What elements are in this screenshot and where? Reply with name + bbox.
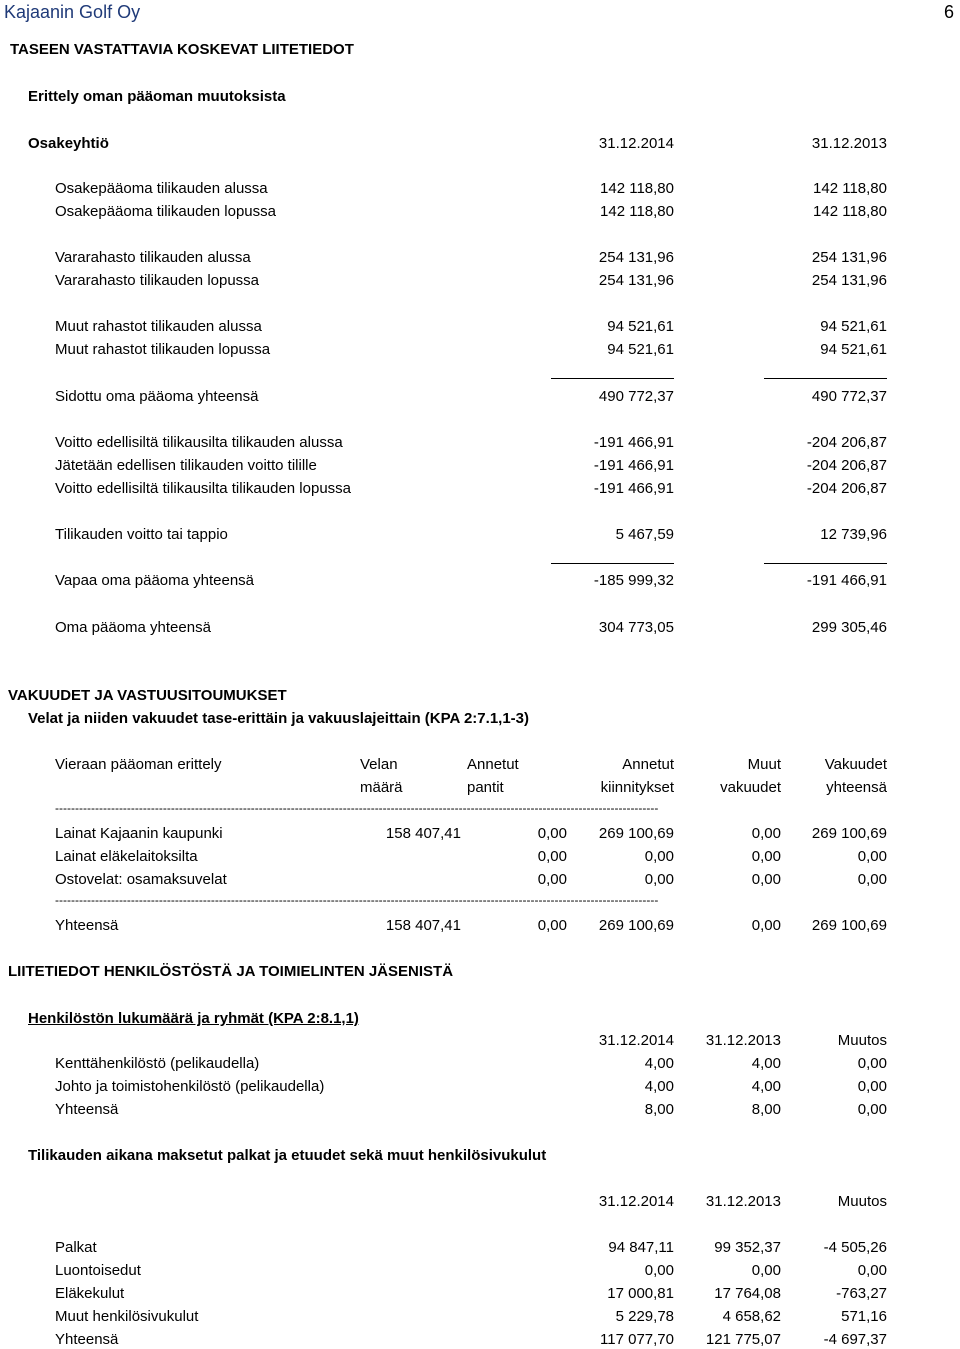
equity-row-value-2013: 142 118,80 (813, 180, 887, 197)
equity-col-2013: 31.12.2013 (811, 135, 887, 152)
guarantees-col-subheader: vakuudet (720, 779, 781, 796)
subtotal-rule-2014 (551, 563, 674, 564)
wages-row-2013: 4 658,62 (722, 1308, 781, 1325)
guarantees-col-header: Vakuudet (824, 756, 887, 773)
guarantees-row-label: Ostovelat: osamaksuvelat (55, 871, 227, 888)
guarantees-heading: VAKUUDET JA VASTUUSITOUMUKSET (8, 687, 287, 704)
guarantees-col-header: Annetut (467, 756, 519, 773)
equity-row-label: Sidottu oma pääoma yhteensä (55, 388, 259, 405)
wages-heading: Tilikauden aikana maksetut palkat ja etuudet sekä muut henkilösivukulut (28, 1147, 547, 1164)
count-row-label: Kenttähenkilöstö (pelikaudella) (55, 1055, 260, 1072)
equity-row-label: Tilikauden voitto tai tappio (55, 526, 228, 543)
guarantees-total-total: 269 100,69 (811, 917, 887, 934)
personnel-heading: LIITETIEDOT HENKILÖSTÖSTÄ JA TOIMIELINTEN JÄSENISTÄ (8, 963, 454, 980)
equity-row-value-2014: 304 773,05 (598, 619, 674, 636)
wages-row-change: -4 697,37 (823, 1331, 887, 1348)
wages-row-change: -4 505,26 (823, 1239, 887, 1256)
equity-row-value-2014: 490 772,37 (598, 388, 674, 405)
wages-row-label: Eläkekulut (55, 1285, 125, 1302)
equity-row-value-2014: 94 521,61 (607, 341, 674, 358)
count-col-header: 31.12.2014 (598, 1032, 674, 1049)
guarantees-total-mortgages: 269 100,69 (598, 917, 674, 934)
equity-row-label: Osakepääoma tilikauden lopussa (55, 203, 276, 220)
personnel-count-heading: Henkilöstön lukumäärä ja ryhmät (KPA 2:8.1,1) (28, 1010, 359, 1027)
wages-row-2014: 117 077,70 (600, 1331, 674, 1348)
wages-row-label: Luontoisedut (55, 1262, 141, 1279)
subtotal-rule-2014 (551, 378, 674, 379)
equity-row-value-2013: -204 206,87 (806, 457, 887, 474)
wages-row-2013: 99 352,37 (714, 1239, 781, 1256)
guarantees-row-total: 0,00 (857, 871, 887, 888)
wages-col-header: 31.12.2013 (705, 1193, 781, 1210)
equity-col-2014: 31.12.2014 (598, 135, 674, 152)
wages-row-2013: 17 764,08 (714, 1285, 781, 1302)
equity-row-label: Vararahasto tilikauden lopussa (55, 272, 260, 289)
equity-row-value-2014: 142 118,80 (600, 180, 674, 197)
count-row-change: 0,00 (857, 1055, 887, 1072)
guarantees-row-total: 269 100,69 (811, 825, 887, 842)
equity-row-value-2014: -185 999,32 (593, 572, 674, 589)
guarantees-col-subheader: yhteensä (826, 779, 887, 796)
equity-row-value-2013: 12 739,96 (820, 526, 887, 543)
equity-row-value-2014: 142 118,80 (600, 203, 674, 220)
guarantees-col-header: Vieraan pääoman erittely (55, 756, 222, 773)
guarantees-col-header: Velan (360, 756, 398, 773)
guarantees-row-pledges: 0,00 (537, 871, 567, 888)
equity-row-label: Osakepääoma tilikauden alussa (55, 180, 268, 197)
wages-row-change: 0,00 (857, 1262, 887, 1279)
guarantees-row-other: 0,00 (751, 848, 781, 865)
equity-row-label: Vararahasto tilikauden alussa (55, 249, 251, 266)
guarantees-col-header: Muut (747, 756, 781, 773)
equity-row-label: Voitto edellisiltä tilikausilta tilikauden lopussa (55, 480, 352, 497)
equity-row-value-2014: -191 466,91 (593, 434, 674, 451)
page-number: 6 (943, 2, 954, 22)
dashed-separator: ------------------------------------------------------------------------------------------------------------------------------------------------------- (55, 894, 659, 906)
section-title: TASEEN VASTATTAVIA KOSKEVAT LIITETIEDOT (10, 41, 354, 58)
equity-row-value-2013: 94 521,61 (820, 318, 887, 335)
count-row-change: 0,00 (857, 1101, 887, 1118)
company-name: Kajaanin Golf Oy (4, 2, 141, 22)
count-row-label: Yhteensä (55, 1101, 119, 1118)
count-row-change: 0,00 (857, 1078, 887, 1095)
count-row-2013: 4,00 (751, 1055, 781, 1072)
count-row-2014: 8,00 (644, 1101, 674, 1118)
count-row-label: Johto ja toimistohenkilöstö (pelikaudella) (55, 1078, 325, 1095)
equity-col-label: Osakeyhtiö (28, 135, 109, 152)
equity-row-value-2014: -191 466,91 (593, 480, 674, 497)
wages-col-header: Muutos (837, 1193, 887, 1210)
guarantees-row-mortgages: 0,00 (644, 848, 674, 865)
count-row-2013: 8,00 (751, 1101, 781, 1118)
wages-row-2013: 121 775,07 (705, 1331, 781, 1348)
count-row-2014: 4,00 (644, 1078, 674, 1095)
wages-row-2014: 17 000,81 (607, 1285, 674, 1302)
equity-row-value-2013: 254 131,96 (811, 272, 887, 289)
count-row-2014: 4,00 (644, 1055, 674, 1072)
equity-row-label: Oma pääoma yhteensä (55, 619, 211, 636)
guarantees-row-label: Lainat Kajaanin kaupunki (55, 825, 223, 842)
guarantees-subheading: Velat ja niiden vakuudet tase-erittäin ja vakuuslajeittain (KPA 2:7.1,1-3) (28, 710, 529, 727)
guarantees-total-label: Yhteensä (55, 917, 119, 934)
equity-row-value-2014: 94 521,61 (607, 318, 674, 335)
guarantees-col-subheader: pantit (467, 779, 504, 796)
equity-row-label: Vapaa oma pääoma yhteensä (55, 572, 255, 589)
equity-row-value-2014: 254 131,96 (598, 249, 674, 266)
guarantees-total-debt: 158 407,41 (385, 917, 461, 934)
equity-row-value-2013: -204 206,87 (806, 434, 887, 451)
wages-row-change: -763,27 (836, 1285, 887, 1302)
equity-row-value-2013: -204 206,87 (806, 480, 887, 497)
equity-row-value-2013: 254 131,96 (811, 249, 887, 266)
wages-row-2014: 94 847,11 (608, 1239, 674, 1256)
guarantees-col-subheader: määrä (360, 779, 403, 796)
wages-col-header: 31.12.2014 (598, 1193, 674, 1210)
wages-row-label: Muut henkilösivukulut (55, 1308, 199, 1325)
guarantees-col-subheader: kiinnitykset (600, 779, 674, 796)
equity-row-value-2014: -191 466,91 (593, 457, 674, 474)
equity-row-value-2013: 142 118,80 (813, 203, 887, 220)
equity-row-value-2013: 490 772,37 (811, 388, 887, 405)
wages-row-change: 571,16 (841, 1308, 887, 1325)
subtotal-rule-2013 (764, 563, 887, 564)
guarantees-row-total: 0,00 (857, 848, 887, 865)
wages-row-2014: 5 229,78 (615, 1308, 674, 1325)
guarantees-row-mortgages: 0,00 (644, 871, 674, 888)
equity-row-value-2013: 299 305,46 (811, 619, 887, 636)
equity-row-value-2014: 5 467,59 (615, 526, 674, 543)
guarantees-total-other: 0,00 (751, 917, 781, 934)
wages-row-2014: 0,00 (644, 1262, 674, 1279)
equity-row-label: Jätetään edellisen tilikauden voitto tilille (55, 457, 317, 474)
guarantees-row-pledges: 0,00 (537, 825, 567, 842)
count-col-header: 31.12.2013 (705, 1032, 781, 1049)
guarantees-col-header: Annetut (622, 756, 674, 773)
equity-row-label: Muut rahastot tilikauden lopussa (55, 341, 271, 358)
dashed-separator: ------------------------------------------------------------------------------------------------------------------------------------------------------- (55, 802, 659, 814)
guarantees-row-other: 0,00 (751, 871, 781, 888)
equity-row-label: Muut rahastot tilikauden alussa (55, 318, 262, 335)
equity-row-value-2014: 254 131,96 (598, 272, 674, 289)
guarantees-row-pledges: 0,00 (537, 848, 567, 865)
wages-row-label: Yhteensä (55, 1331, 119, 1348)
count-row-2013: 4,00 (751, 1078, 781, 1095)
wages-row-2013: 0,00 (751, 1262, 781, 1279)
guarantees-row-mortgages: 269 100,69 (598, 825, 674, 842)
equity-row-label: Voitto edellisiltä tilikausilta tilikauden alussa (55, 434, 343, 451)
equity-row-value-2013: 94 521,61 (820, 341, 887, 358)
equity-heading: Erittely oman pääoman muutoksista (28, 88, 286, 105)
equity-row-value-2013: -191 466,91 (806, 572, 887, 589)
wages-row-label: Palkat (55, 1239, 97, 1256)
guarantees-total-pledges: 0,00 (537, 917, 567, 934)
count-col-header: Muutos (837, 1032, 887, 1049)
guarantees-row-other: 0,00 (751, 825, 781, 842)
guarantees-row-label: Lainat eläkelaitoksilta (55, 848, 198, 865)
guarantees-row-debt: 158 407,41 (385, 825, 461, 842)
subtotal-rule-2013 (764, 378, 887, 379)
